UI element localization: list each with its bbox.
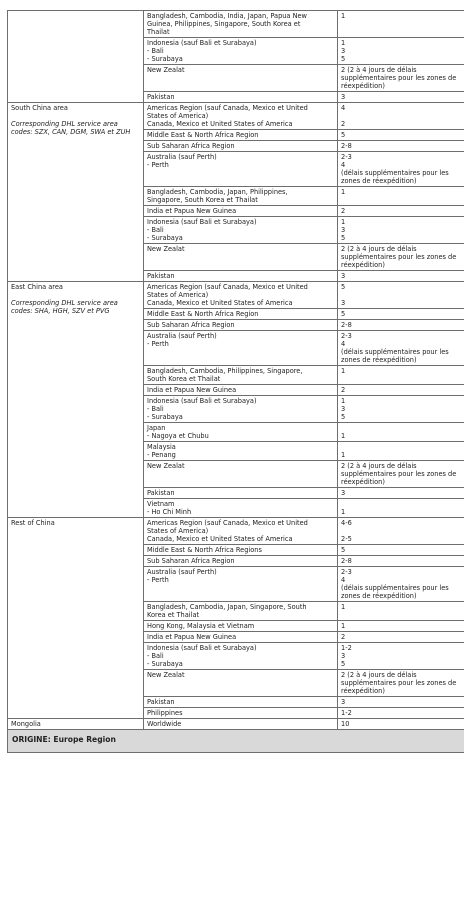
zone-cell [338,187,464,206]
zone-cell [338,518,464,545]
zone-cell [338,567,464,602]
origin-cell [8,719,144,730]
zone-cell [338,130,464,141]
zone-cell [338,719,464,730]
cell-line: 1 [341,367,346,375]
destination-cell [144,206,338,217]
cell-line: 2-3 [341,332,352,340]
cell-line: States of America) [147,527,209,535]
cell-line [341,291,464,299]
cell-line: Hong Kong, Malaysia et Vietnam [147,622,255,630]
cell-line: India et Papua New Guinea [147,386,237,394]
cell-line: Canada, Mexico et United States of America [147,535,293,543]
destination-cell [144,309,338,320]
cell-line: Bangladesh, Cambodia, Philippines, Singapore, [147,367,303,375]
destination-cell [144,708,338,719]
cell-line: supplémentaires pour les zones de [341,253,457,261]
cell-line: Pakistan [147,489,175,497]
origin-cell [8,518,144,719]
destination-cell [144,271,338,282]
cell-line: supplémentaires pour les zones de [341,679,457,687]
cell-line: - Nagoya et Chubu [147,432,209,440]
cell-line: - Surabaya [147,413,183,421]
destination-cell [144,187,338,206]
origin-title: East China area [11,283,63,291]
cell-line: Thailat [147,28,170,36]
cell-line: Sub Saharan Africa Region [147,142,235,150]
cell-line: Americas Region (sauf Canada, Mexico et United [147,519,308,527]
cell-line: 2 [341,207,346,215]
cell-line: zones de réexpédition) [341,592,417,600]
zone-cell [338,632,464,643]
table-row [8,719,464,730]
zone-cell [338,488,464,499]
table-row [8,103,464,130]
cell-line: 1 [341,508,346,516]
cell-line: 5 [341,546,346,554]
zone-cell [338,282,464,309]
cell-line: Malaysia [147,443,176,451]
cell-line: Korea et Thailat [147,611,200,619]
destination-cell [144,621,338,632]
cell-line: 5 [341,283,346,291]
cell-line: 2 (2 à 4 jours de délais [341,671,417,679]
origin-cell [8,103,144,282]
cell-line: 2-5 [341,535,352,543]
cell-line: New Zealat [147,245,185,253]
zone-cell [338,244,464,271]
origin-service-codes: Corresponding DHL service area codes: SHA, HGH, SZV et PVG [11,299,118,315]
destination-cell [144,11,338,38]
cell-line: (délais supplémentaires pour les [341,169,449,177]
cell-line: 1 [341,39,346,47]
cell-line: Americas Region (sauf Canada, Mexico et United [147,283,308,291]
cell-line: South Korea et Thailat [147,375,221,383]
zone-cell [338,11,464,38]
section-header-row [8,730,464,753]
zone-cell [338,271,464,282]
destination-cell [144,141,338,152]
origin-service-codes: Corresponding DHL service area codes: SZX, CAN, DGM, SWA et ZUH [11,120,131,136]
cell-line: 1 [341,397,346,405]
cell-line: 3 [341,93,346,101]
cell-line: 3 [341,652,346,660]
cell-line: 4 [341,576,346,584]
zone-cell [338,331,464,366]
zone-cell [338,206,464,217]
zone-cell [338,545,464,556]
zone-cell [338,461,464,488]
destination-cell [144,152,338,187]
destination-cell [144,545,338,556]
cell-line: Japan [147,424,166,432]
cell-line: 3 [341,47,346,55]
cell-line: - Bali [147,226,164,234]
cell-line: (délais supplémentaires pour les [341,584,449,592]
cell-line: Americas Region (sauf Canada, Mexico et United [147,104,308,112]
cell-line: - Surabaya [147,660,183,668]
cell-line: - Bali [147,405,164,413]
destination-cell [144,244,338,271]
origin-cell [8,11,144,103]
cell-line: 3 [341,698,346,706]
zone-cell [338,708,464,719]
cell-line: 2 (2 à 4 jours de délais [341,462,417,470]
cell-line: - Perth [147,161,169,169]
cell-line: Middle East & North Africa Region [147,131,259,139]
cell-line: - Ho Chi Minh [147,508,192,516]
cell-line: 2 (2 à 4 jours de délais [341,66,417,74]
cell-line: Canada, Mexico et United States of America [147,120,293,128]
cell-line: Philippines [147,709,183,717]
cell-line: 4 [341,104,346,112]
cell-line: 5 [341,131,346,139]
cell-line: Middle East & North Africa Region [147,310,259,318]
destination-cell [144,670,338,697]
cell-line: Bangladesh, Cambodia, Japan, Philippines, [147,188,288,196]
destination-cell [144,567,338,602]
cell-line: 3 [341,272,346,280]
cell-line: Vietnam [147,500,175,508]
cell-line: Australia (sauf Perth) [147,332,217,340]
cell-line: States of America) [147,112,209,120]
zone-cell [338,152,464,187]
zone-cell [338,366,464,385]
cell-line: Bangladesh, Cambodia, India, Japan, Papua New [147,12,307,20]
cell-line: 2 (2 à 4 jours de délais [341,245,417,253]
destination-cell [144,518,338,545]
destination-cell [144,488,338,499]
zone-table-body [8,11,464,753]
destination-cell [144,396,338,423]
cell-line: States of America) [147,291,209,299]
destination-cell [144,697,338,708]
cell-line: (délais supplémentaires pour les [341,348,449,356]
cell-line: 3 [341,226,346,234]
cell-line: 3 [341,299,346,307]
cell-line: 1 [341,188,346,196]
cell-line: Indonesia (sauf Bali et Surabaya) [147,644,257,652]
zone-cell [338,643,464,670]
destination-cell [144,385,338,396]
cell-line: - Penang [147,451,176,459]
cell-line: Pakistan [147,272,175,280]
cell-line [341,424,464,432]
cell-line: 1-2 [341,709,352,717]
cell-line: Indonesia (sauf Bali et Surabaya) [147,397,257,405]
cell-line: Canada, Mexico et United States of America [147,299,293,307]
destination-cell [144,602,338,621]
zone-cell [338,670,464,697]
cell-line: New Zealat [147,671,185,679]
cell-line: Indonesia (sauf Bali et Surabaya) [147,39,257,47]
cell-line: Guinea, Philippines, Singapore, South Korea et [147,20,301,28]
cell-line: - Bali [147,47,164,55]
zone-cell [338,65,464,92]
cell-line: Middle East & North Africa Regions [147,546,262,554]
zone-cell [338,385,464,396]
cell-line: 5 [341,660,346,668]
cell-line: Pakistan [147,93,175,101]
zone-cell [338,320,464,331]
destination-cell [144,103,338,130]
zone-cell [338,423,464,442]
cell-line: - Surabaya [147,234,183,242]
destination-cell [144,366,338,385]
cell-line [341,500,464,508]
cell-line: - Surabaya [147,55,183,63]
cell-line: 5 [341,413,346,421]
cell-line: - Bali [147,652,164,660]
cell-line: 4 [341,340,346,348]
destination-cell [144,217,338,244]
cell-line: supplémentaires pour les zones de [341,470,457,478]
cell-line: 2-8 [341,321,352,329]
cell-line: 2 [341,120,346,128]
cell-line: India et Papua New Guinea [147,207,237,215]
origin-title: Mongolia [11,720,41,728]
zone-cell [338,38,464,65]
zone-cell [338,217,464,244]
cell-line: 1 [341,603,346,611]
destination-cell [144,38,338,65]
destination-cell [144,632,338,643]
cell-line: 2-3 [341,568,352,576]
table-row [8,518,464,545]
destination-cell [144,461,338,488]
cell-line: 1 [341,12,346,20]
cell-line: - Perth [147,340,169,348]
section-header: ORIGINE: Europe Region [8,730,464,753]
cell-line: réexpédition) [341,261,385,269]
cell-line: 1 [341,432,346,440]
cell-line: 2-8 [341,142,352,150]
cell-line: 2 [341,386,346,394]
cell-line: Pakistan [147,698,175,706]
cell-line: 2-8 [341,557,352,565]
cell-line: Sub Saharan Africa Region [147,557,235,565]
destination-cell [144,320,338,331]
cell-line: 2 [341,633,346,641]
cell-line: zones de réexpédition) [341,356,417,364]
cell-line [341,112,464,120]
cell-line: 3 [341,489,346,497]
zone-table [7,10,464,753]
cell-line: 5 [341,310,346,318]
cell-line: Sub Saharan Africa Region [147,321,235,329]
zone-cell [338,309,464,320]
cell-line [341,527,464,535]
cell-line: New Zealat [147,462,185,470]
cell-line: Singapore, South Korea et Thailat [147,196,258,204]
destination-cell [144,130,338,141]
cell-line [341,443,464,451]
zone-cell [338,92,464,103]
cell-line: 4 [341,161,346,169]
destination-cell [144,556,338,567]
origin-title: South China area [11,104,68,112]
cell-line: Australia (sauf Perth) [147,153,217,161]
zone-cell [338,602,464,621]
destination-cell [144,643,338,670]
cell-line: 4-6 [341,519,352,527]
cell-line: Worldwide [147,720,182,728]
cell-line: Bangladesh, Cambodia, Japan, Singapore, South [147,603,307,611]
cell-line: 3 [341,405,346,413]
zone-cell [338,499,464,518]
cell-line: 1 [341,622,346,630]
zone-cell [338,141,464,152]
origin-cell [8,282,144,518]
zone-cell [338,621,464,632]
zone-cell [338,442,464,461]
cell-line: New Zealat [147,66,185,74]
destination-cell [144,442,338,461]
zone-cell [338,556,464,567]
cell-line: 1 [341,218,346,226]
destination-cell [144,499,338,518]
cell-line: Australia (sauf Perth) [147,568,217,576]
destination-cell [144,423,338,442]
zone-cell [338,103,464,130]
origin-title: Rest of China [11,519,55,527]
cell-line: supplémentaires pour les zones de [341,74,457,82]
zone-cell [338,697,464,708]
cell-line: 5 [341,234,346,242]
cell-line: réexpédition) [341,82,385,90]
cell-line: réexpédition) [341,687,385,695]
cell-line: réexpédition) [341,478,385,486]
destination-cell [144,92,338,103]
destination-cell [144,282,338,309]
cell-line: 1 [341,451,346,459]
cell-line: 5 [341,55,346,63]
cell-line: zones de réexpédition) [341,177,417,185]
cell-line: 1-2 [341,644,352,652]
table-row [8,282,464,309]
zone-cell [338,396,464,423]
cell-line: 2-3 [341,153,352,161]
table-row [8,11,464,38]
destination-cell [144,65,338,92]
cell-line: - Perth [147,576,169,584]
destination-cell [144,719,338,730]
cell-line: 10 [341,720,350,728]
cell-line: Indonesia (sauf Bali et Surabaya) [147,218,257,226]
cell-line: India et Papua New Guinea [147,633,237,641]
destination-cell [144,331,338,366]
